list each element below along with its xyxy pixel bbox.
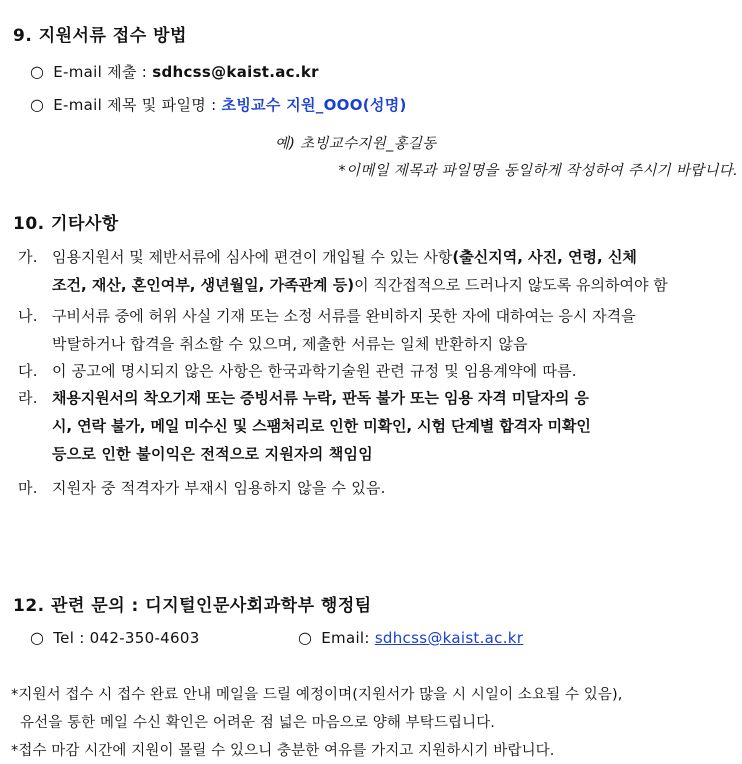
- circle-bullet-icon: ○: [30, 628, 45, 647]
- email-submit-row: [30, 61, 319, 82]
- email-subject-row: [30, 94, 407, 115]
- tel-label: Tel :: [53, 629, 90, 647]
- list-marker: 가.: [18, 248, 38, 266]
- item-text-bold: 등으로 인한 불이익은 전적으로 지원자의 책임임: [52, 445, 373, 463]
- circle-bullet-icon: ○: [30, 62, 45, 81]
- section-10-heading: 10. 기타사항: [13, 214, 119, 234]
- section-9-heading: 9. 지원서류 접수 방법: [13, 26, 187, 46]
- list-marker: 라.: [18, 389, 38, 407]
- list-item: [18, 243, 740, 299]
- contact-tel-row: [30, 628, 200, 647]
- list-marker: 다.: [18, 362, 38, 380]
- circle-bullet-icon: ○: [30, 95, 45, 114]
- list-marker: 마.: [18, 479, 38, 497]
- item-text-bold: 시, 연락 불가, 메일 미수신 및 스팸처리로 인한 미확인, 시험 단계별 합격자 미확인: [52, 417, 591, 435]
- subject-example: 예) 초빙교수지원_홍길동: [275, 136, 437, 152]
- item-text: 임용지원서 및 제반서류에 심사에 편견이 개입될 수 있는 사항: [52, 248, 453, 266]
- item-text: 이 공고에 명시되지 않은 사항은 한국과학기술원 관련 규정 및 임용계약에 따름.: [52, 362, 577, 380]
- email-subject-label: E-mail 제목 및 파일명 :: [53, 96, 222, 114]
- item-text-bold: 조건, 재산, 혼인여부, 생년월일, 가족관계 등): [52, 276, 355, 294]
- tel-number: 042-350-4603: [89, 629, 200, 647]
- list-item: [18, 474, 740, 502]
- list-item: [18, 384, 740, 468]
- email-submit-label: E-mail 제출 :: [53, 63, 153, 81]
- list-marker: 나.: [18, 307, 38, 325]
- item-text-bold: (출신지역, 사진, 연령, 신체: [452, 248, 637, 266]
- contact-email-row: [298, 628, 523, 647]
- email-submit-address: sdhcss@kaist.ac.kr: [152, 63, 319, 81]
- item-text: 박탈하거나 합격을 취소할 수 있으며, 제출한 서류는 일체 반환하지 않음: [52, 335, 528, 353]
- footer-note-2: 유선을 통한 메일 수신 확인은 어려운 점 넓은 마음으로 양해 부탁드립니다.: [20, 715, 496, 731]
- subject-note: *이메일 제목과 파일명을 동일하게 작성하여 주시기 바랍니다.: [338, 163, 738, 179]
- email-subject-format: 초빙교수 지원_OOO(성명): [221, 96, 407, 114]
- contact-email-link[interactable]: sdhcss@kaist.ac.kr: [374, 629, 524, 647]
- item-text-bold: 채용지원서의 착오기재 또는 증빙서류 누락, 판독 불가 또는 임용 자격 미달자의 응: [52, 389, 589, 407]
- section-12-heading: 12. 관련 문의 : 디지털인문사회과학부 행정팀: [13, 596, 372, 616]
- item-text: 이 직간접적으로 드러나지 않도록 유의하여야 함: [354, 276, 668, 294]
- list-item: [18, 302, 740, 358]
- email-label: Email:: [321, 629, 375, 647]
- list-item: [18, 357, 740, 385]
- item-text: 지원자 중 적격자가 부재시 임용하지 않을 수 있음.: [52, 479, 386, 497]
- footer-note-1: *지원서 접수 시 접수 완료 안내 메일을 드릴 예정이며(지원서가 많을 시 시일이 소요될 수 있음),: [11, 687, 623, 703]
- footer-note-3: *접수 마감 시간에 지원이 몰릴 수 있으니 충분한 여유를 가지고 지원하시기 바랍니다.: [11, 743, 555, 759]
- circle-bullet-icon: ○: [298, 628, 313, 647]
- item-text: 구비서류 중에 허위 사실 기재 또는 소정 서류를 완비하지 못한 자에 대하여는 응시 자격을: [52, 307, 636, 325]
